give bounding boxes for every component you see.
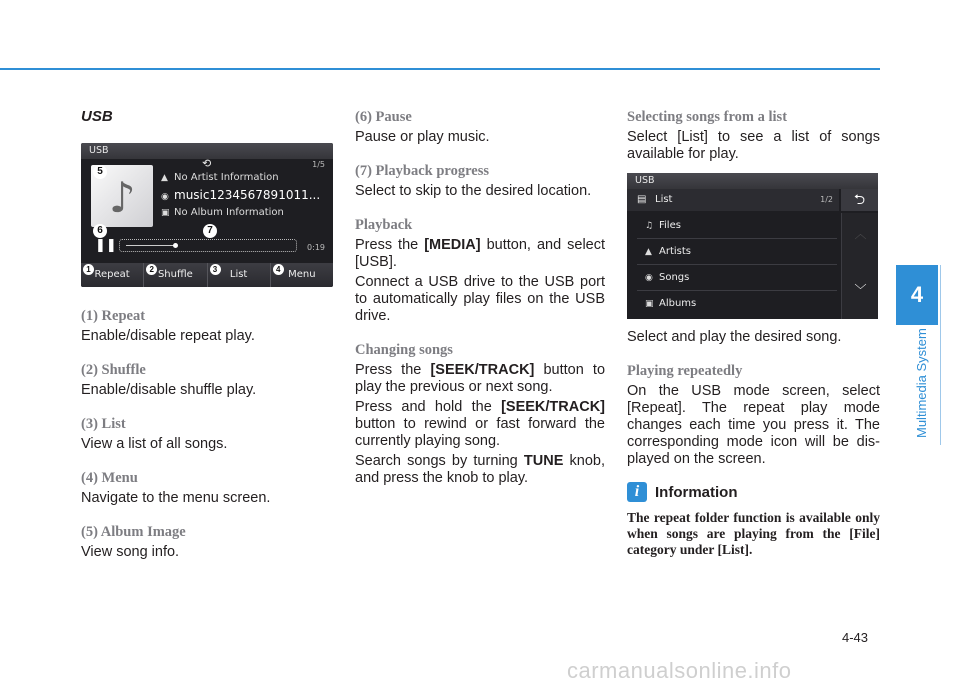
- pause-text: Pause or play music.: [355, 129, 490, 145]
- album-row: [161, 207, 284, 218]
- callout-badge-6: 6: [93, 224, 107, 238]
- tab-menu[interactable]: [271, 263, 333, 287]
- tab-badge: 1: [83, 264, 94, 275]
- item-text: View song info.: [81, 544, 180, 560]
- playback-paragraph: Connect a USB drive to the USB port to automatically play files on the USB drive.: [355, 274, 605, 324]
- text-run: knob, and press the knob to play.: [355, 453, 605, 486]
- information-title: [627, 482, 880, 502]
- music-note-icon: ♪: [109, 173, 136, 222]
- tab-list[interactable]: [208, 263, 271, 287]
- disc-icon: ◉: [161, 192, 169, 202]
- person-icon: ▲: [161, 173, 168, 183]
- text-run: Press the: [355, 362, 431, 378]
- item-heading: (3) List: [81, 416, 126, 432]
- tab-label: List: [229, 269, 248, 280]
- changing-paragraph: [355, 362, 605, 396]
- list-item[interactable]: [637, 265, 837, 291]
- person-icon: ▲: [645, 247, 652, 257]
- progress-heading: (7) Playback progress: [355, 163, 489, 179]
- text-run-bold: [SEEK/TRACK]: [430, 362, 535, 378]
- song-label: music1234567891011...: [174, 188, 321, 202]
- artist-label: No Artist Information: [174, 172, 279, 183]
- list-screen-header: USB: [627, 173, 878, 189]
- info-icon: i: [627, 482, 647, 502]
- list-item-label: Songs: [659, 272, 690, 283]
- page-number: 4-43: [842, 630, 869, 645]
- text-run: Press the: [355, 237, 425, 253]
- list-item[interactable]: [637, 213, 837, 239]
- text-run: Search songs by turning: [355, 453, 524, 469]
- select-heading: Selecting songs from a list: [627, 109, 788, 125]
- chapter-tab: 4: [896, 265, 938, 325]
- album-icon: ▣: [645, 299, 654, 309]
- repeat-icon: ⟲: [202, 157, 212, 170]
- callout-badge-7: 7: [203, 224, 217, 238]
- tab-badge: 4: [273, 264, 284, 275]
- tab-badge: 3: [210, 264, 221, 275]
- information-title-label: Information: [655, 483, 738, 501]
- left-column: [81, 108, 333, 561]
- chapter-label-text: Multimedia System: [914, 328, 929, 438]
- chapter-label: [888, 320, 940, 440]
- pause-heading: (6) Pause: [355, 109, 412, 125]
- text-run-bold: [MEDIA]: [424, 237, 481, 253]
- tab-repeat[interactable]: [81, 263, 144, 287]
- select-text: Select [List] to see a list of songs available for play.: [627, 129, 880, 162]
- tab-label: Shuffle: [157, 269, 193, 280]
- back-arrow-icon: ⮌: [853, 192, 866, 208]
- progress-fill: [126, 245, 176, 246]
- item-heading: (2) Shuffle: [81, 362, 146, 378]
- item-text: Enable/disable repeat play.: [81, 328, 255, 344]
- changing-heading: Changing songs: [355, 342, 453, 358]
- chevron-down-icon[interactable]: ﹀: [854, 283, 867, 297]
- usb-list-screen: [627, 173, 878, 319]
- album-label: No Album Information: [174, 207, 284, 218]
- list-item-label: Artists: [659, 246, 691, 257]
- song-row: [161, 188, 320, 202]
- track-count: 1/5: [312, 160, 325, 169]
- album-icon: ▣: [161, 208, 170, 218]
- tab-label: Menu: [288, 269, 316, 280]
- playback-paragraph: [355, 237, 605, 271]
- text-run: button to rewind or fast forward the currently playing song.: [355, 416, 605, 449]
- chevron-up-icon[interactable]: ︿: [854, 227, 867, 241]
- list-icon: ▤: [637, 194, 647, 205]
- item-text: View a list of all songs.: [81, 436, 228, 452]
- tab-shuffle[interactable]: [144, 263, 207, 287]
- item-text: Navigate to the menu screen.: [81, 490, 271, 506]
- text-run: Press and hold the: [355, 399, 502, 415]
- item-heading: (4) Menu: [81, 470, 138, 486]
- item-text: Enable/disable shuffle play.: [81, 382, 257, 398]
- changing-paragraph: [355, 399, 605, 450]
- list-item-label: Files: [659, 220, 681, 231]
- screen-header: USB: [81, 143, 333, 159]
- tab-badge: 2: [146, 264, 157, 275]
- list-item[interactable]: [637, 291, 837, 317]
- middle-column: [355, 108, 605, 487]
- scroll-panel: [841, 213, 878, 319]
- usb-player-screen: [81, 143, 333, 287]
- text-run: button, and select [USB].: [355, 237, 606, 270]
- watermark: carmanualsonline.info: [567, 658, 792, 683]
- item-heading: (1) Repeat: [81, 308, 146, 324]
- list-item[interactable]: [637, 239, 837, 265]
- progress-bar[interactable]: [119, 239, 297, 252]
- progress-handle[interactable]: [173, 243, 178, 248]
- text-run-bold: TUNE: [523, 453, 564, 469]
- disc-icon: ◉: [645, 273, 653, 283]
- list-bar-label: List: [655, 194, 673, 205]
- select-after-text: Select and play the desired song.: [627, 329, 842, 345]
- section-title: USB: [81, 108, 113, 125]
- item-heading: (5) Album Image: [81, 524, 186, 540]
- music-note-icon: ♫: [645, 221, 654, 231]
- changing-paragraph: [355, 453, 605, 487]
- top-rule: [0, 68, 880, 70]
- progress-text: Select to skip to the desired location.: [355, 183, 592, 199]
- back-button[interactable]: [841, 189, 878, 211]
- text-run-bold: [SEEK/TRACK]: [501, 399, 605, 415]
- callout-badge-5: 5: [93, 165, 107, 179]
- side-rule: [940, 265, 941, 445]
- playback-heading: Playback: [355, 217, 413, 233]
- list-item-label: Albums: [659, 298, 697, 309]
- artist-row: [161, 172, 279, 183]
- list-page-count: 1/2: [820, 195, 833, 204]
- playback-time: 0:19: [307, 243, 325, 252]
- tab-label: Repeat: [94, 269, 130, 280]
- repeat-text: On the USB mode screen, select [Repeat]. The repeat play mode changes each time you press it. The corresponding mode icon will be dis-played on the screen.: [627, 383, 880, 467]
- information-text: The repeat folder function is available only when songs are playing from the [File] category under [List].: [627, 510, 880, 557]
- repeat-heading: Playing repeatedly: [627, 363, 743, 379]
- tab-bar: [81, 263, 333, 287]
- text-run: button to play the previous or next song.: [355, 362, 606, 395]
- pause-icon[interactable]: ❚❚: [95, 238, 117, 253]
- list-bar: [627, 189, 839, 211]
- right-column: [627, 108, 880, 558]
